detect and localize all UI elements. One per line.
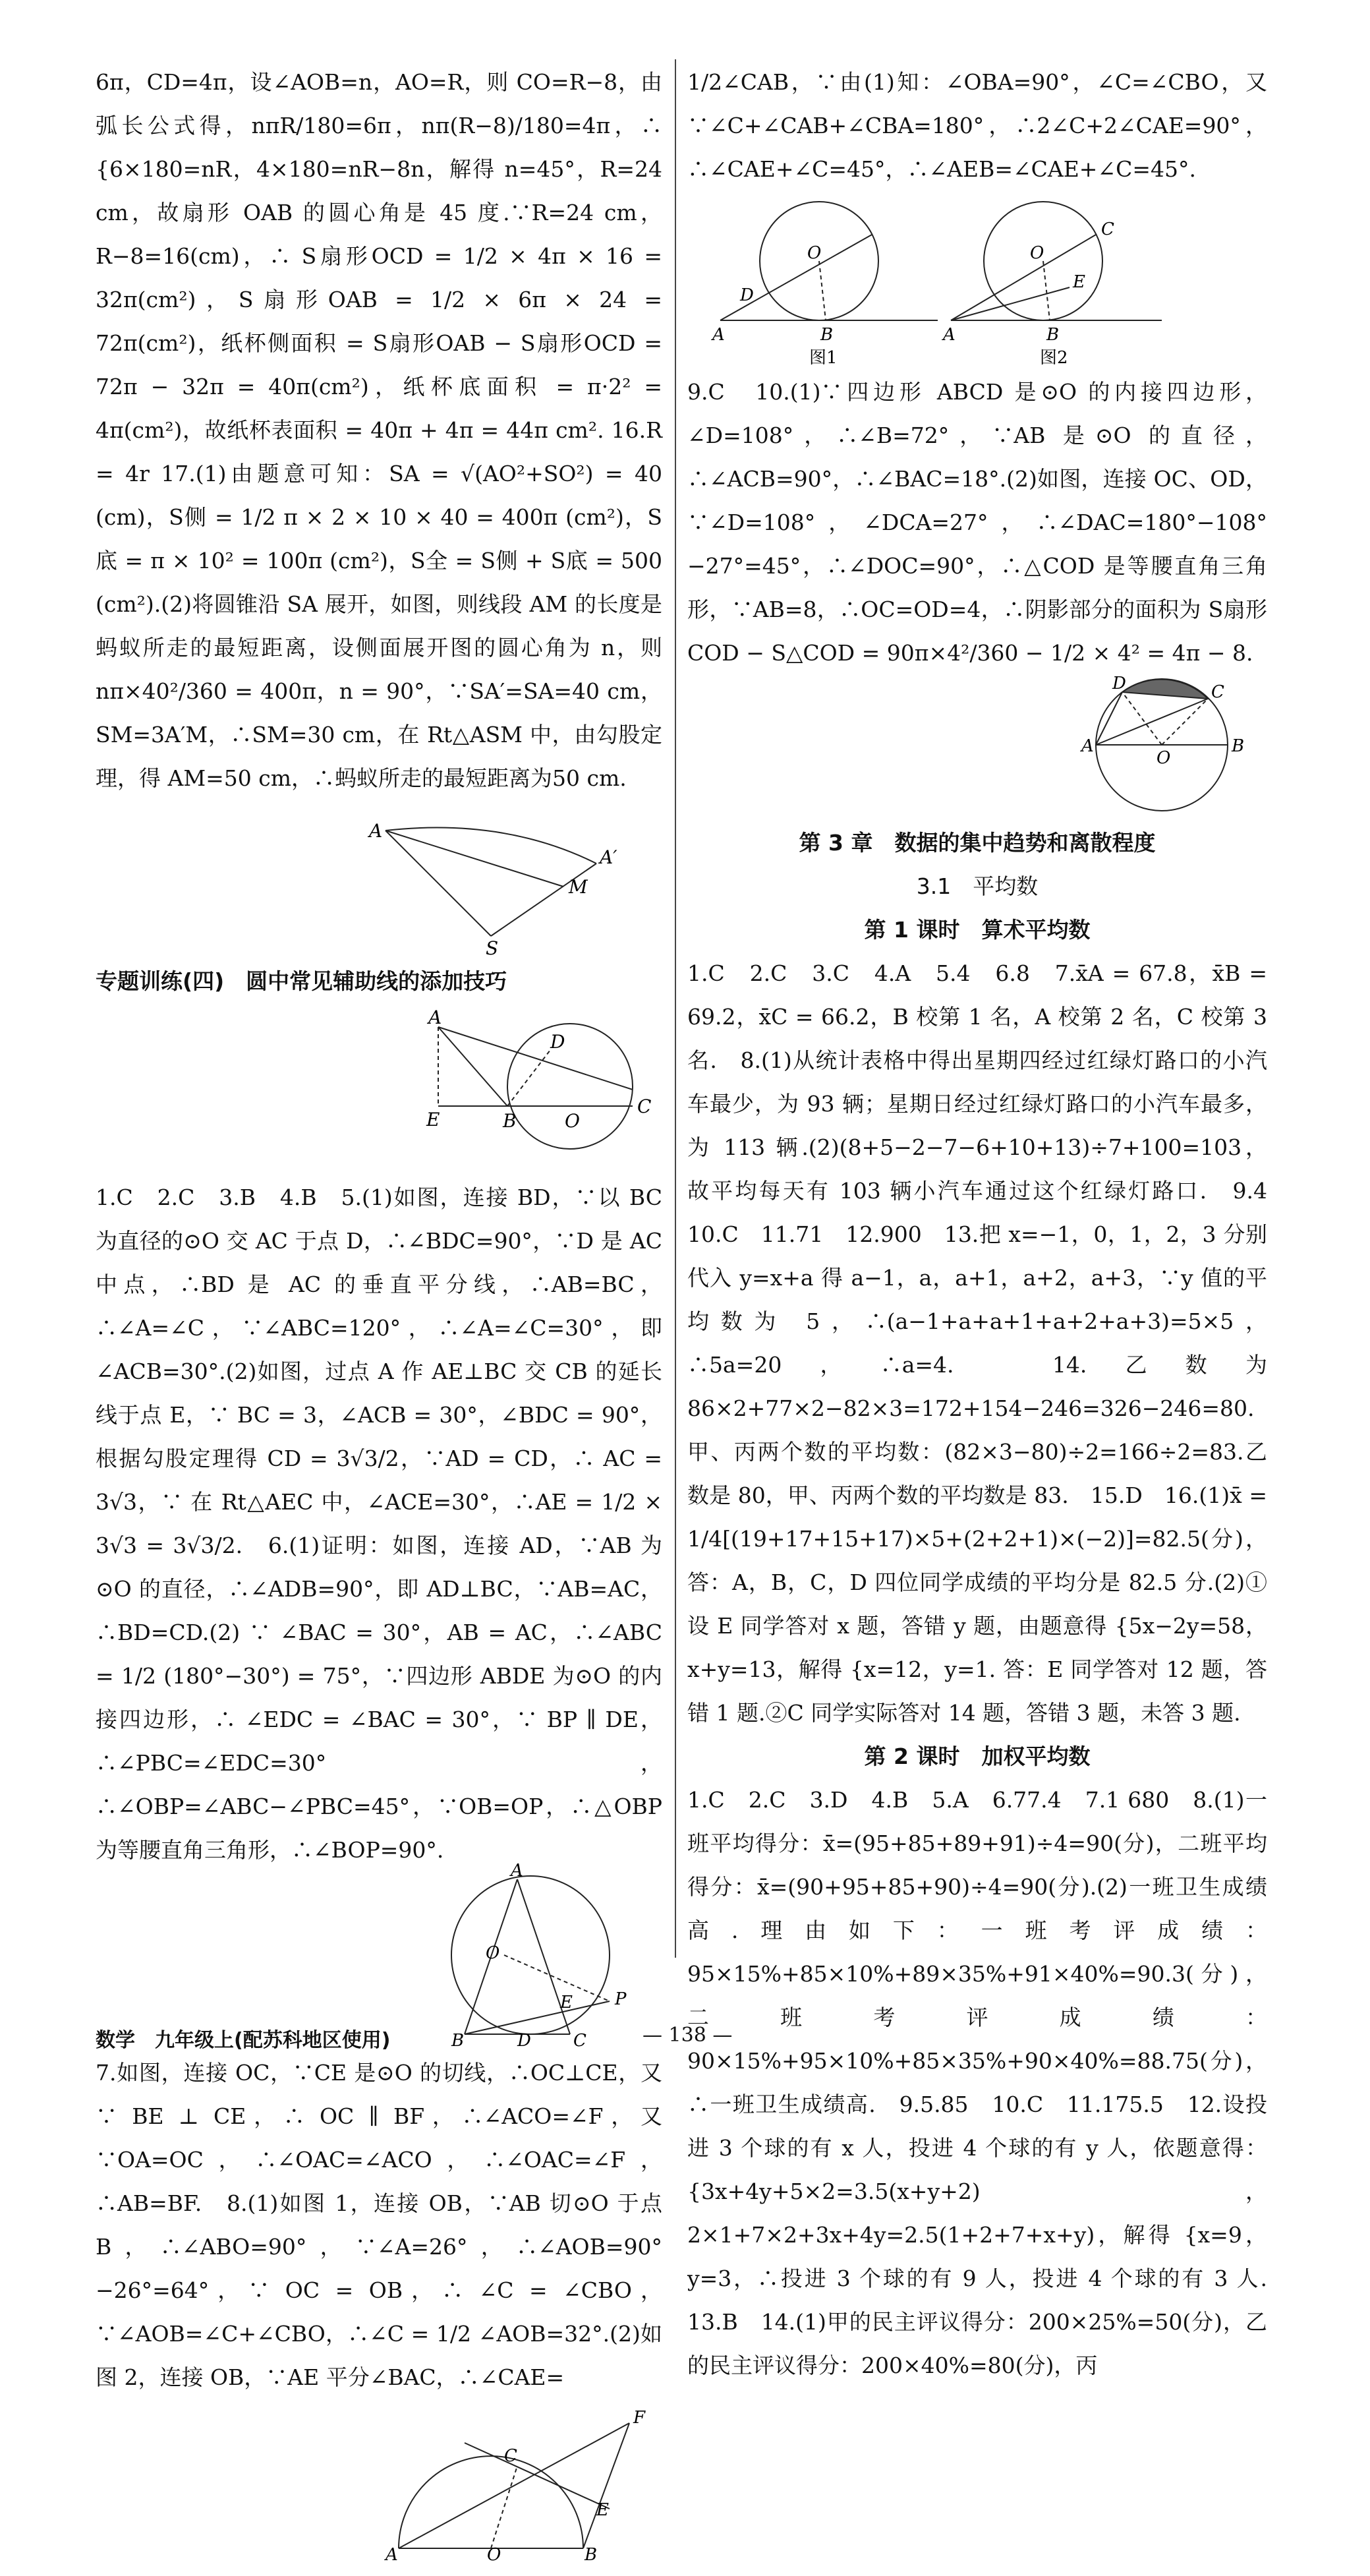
fig10-diagram: [687, 674, 1267, 817]
answer-paragraph: 1.C 2.C 3.B 4.B 5.(1)如图，连接 BD，∵以 BC 为直径的⊙O 交 AC 于点 D，∴∠BDC=90°，∵D 是 AC 中点，∴BD 是 AC 的垂直平分线，∴AB=BC，∴∠A=∠C，∵∠ABC=120°，∴∠A=∠C=30°，即∠ACB=30°.(2)如图，过点 A 作 AE⊥BC 交 CB 的延长线于点 E，∵ BC = 3，∠ACB = 30°，∠BDC = 90°，根据勾股定理得 CD = 3√3/2，∵AD = CD，∴ AC = 3√3，∵ 在 Rt△AEC 中，∠ACE=30°，∴AE = 1/2 × 3√3 = 3√3/2. 6.(1)证明：如图，连接 AD，∵AB 为⊙O 的直径，∴∠ADB=90°，即 AD⊥BC，∵AB=AC，∴BD=CD.(2) ∵ ∠BAC = 30°，AB = AC，∴∠ABC = 1/2 (180°−30°) = 75°，∵四边形 ABDE 为⊙O 的内接四边形，∴ ∠EDC = ∠BAC = 30°，∵ BP ∥ DE，∴∠PBC=∠EDC=30°，∴∠OBP=∠ABC−∠PBC=45°，∵OB=OP，∴△OBP 为等腰直角三角形，∴∠BOP=90°.: [96, 1185, 662, 1863]
lesson2-title: 第 2 课时 加权平均数: [864, 1743, 1091, 1769]
fig-label: C: [1101, 220, 1114, 239]
figure-7: [96, 2403, 662, 2565]
fig-label: O: [807, 243, 822, 263]
fig-label: S: [486, 937, 499, 959]
fig-label: A: [943, 325, 956, 345]
fig-label: A: [385, 2545, 398, 2565]
answer-paragraph: 1.C 2.C 3.C 4.A 5.4 6.8 7.x̄A = 67.8，x̄B = 69.2，x̄C = 66.2，B 校第 1 名，A 校第 2 名，C 校第 3 名. 8.(1)从统计表格中得出星期四经过红绿灯路口的小汽车最少，为 93 辆；星期日经过红绿灯路口的小汽车最多，为 113 辆.(2)(8+5−2−7−6+10+13)÷7+100=103，故平均每天有 103 辆小汽车通过这个红绿灯路口. 9.4 10.C 11.71 12.900 13.把 x=−1，0，1，2，3 分别代入 y=x+a 得 a−1，a，a+1，a+2，a+3，∵y 值的平均数为 5，∴(a−1+a+a+1+a+2+a+3)=5×5，∴5a=20，∴a=4. 14.乙数为 86×2+77×2−82×3=172+154−246=326−246=80.甲、丙两个数的平均数：(82×3−80)÷2=166÷2=83.乙数是 80，甲、丙两个数的平均数是 83. 15.D 16.(1)x̄ = 1/4[(19+17+15+17)×5+(2+2+1)×(−2)]=82.5(分)，答：A，B，C，D 四位同学成绩的平均分是 82.5 分.(2)①设 E 同学答对 x 题，答错 y 题，由题意得 {5x−2y=58，x+y=13，解得 {x=12，y=1. 答：E 同学答对 12 题，答错 1 题.②C 同学实际答对 14 题，答错 3 题，未答 3 题.: [687, 960, 1289, 1726]
fig-label: P: [615, 1989, 627, 2009]
footer-book-title: 数学 九年级上(配苏科地区使用): [96, 2029, 391, 2052]
fig-label: O: [486, 1943, 500, 1963]
fig-label: B: [503, 1110, 517, 1132]
figure-6: [96, 1861, 662, 2051]
fig8-caption-1: 图1: [809, 348, 838, 368]
fig-label: C: [1211, 682, 1224, 702]
fig-label: E: [1073, 272, 1085, 292]
fig-label: E: [426, 1109, 440, 1130]
fig-label: A: [369, 820, 383, 842]
fig-label: M: [569, 876, 588, 898]
fig-label: O: [487, 2545, 501, 2565]
answer-paragraph: 9.C 10.(1)∵四边形 ABCD 是⊙O 的内接四边形，∠D=108°，∴∠B=72°，∵AB 是⊙O 的直径，∴∠ACB=90°，∴∠BAC=18°.(2)如图，连接 OC、OD，∵∠D=108°，∠DCA=27°，∴∠DAC=180°−108°−27°=45°，∴∠DOC=90°，∴△COD 是等腰直角三角形，∵AB=8，∴OC=OD=4，∴阴影部分的面积为 S扇形COD − S△COD = 90π×4²/360 − 1/2 × 4² = 4π − 8.: [687, 379, 1267, 666]
fig8-caption-2: 图2: [1040, 348, 1068, 368]
cone-net-diagram: [96, 804, 662, 959]
left-column: [96, 61, 662, 2565]
right-column: [687, 61, 1289, 2387]
fig7-diagram: [96, 2403, 662, 2565]
fig-label: D: [550, 1031, 565, 1053]
fig-label: E: [560, 1993, 573, 2012]
fig-label: B: [1232, 736, 1245, 756]
section-title: 3.1 平均数: [916, 873, 1039, 899]
fig-label: A: [511, 1861, 523, 1881]
fig8-diagram: [687, 195, 1267, 366]
fig-label: A: [428, 1007, 442, 1028]
fig-label: D: [517, 2031, 531, 2051]
column-divider: [675, 59, 676, 1958]
answer-paragraph: 7.如图，连接 OC，∵CE 是⊙O 的切线，∴OC⊥CE，又∵ BE ⊥ CE，∴ OC ∥ BF，∴∠ACO=∠F，又∵OA=OC，∴∠OAC=∠ACO，∴∠OAC=∠F，∴AB=BF. 8.(1)如图 1，连接 OB，∵AB 切⊙O 于点 B，∴∠ABO=90°，∵∠A=26°，∴∠AOB=90°−26°=64°，∵ OC = OB，∴ ∠C = ∠CBO，∵∠AOB=∠C+∠CBO，∴∠C = 1/2 ∠AOB=32°.(2)如图 2，连接 OB，∵AE 平分∠BAC，∴∠CAE=: [96, 2060, 662, 2390]
chapter-title: 第 3 章 数据的集中趋势和离散程度: [799, 830, 1156, 856]
fig-label: A: [712, 325, 725, 345]
fig-label: O: [1156, 748, 1171, 768]
fig-label: A′: [600, 846, 617, 868]
fig-label: C: [637, 1096, 652, 1117]
fig-label: C: [504, 2446, 517, 2466]
fig-label: D: [740, 285, 754, 305]
answer-paragraph: 1.C 2.C 3.D 4.B 5.A 6.77.4 7.1 680 8.(1)一班平均得分：x̄=(95+85+89+91)÷4=90(分)，二班平均得分：x̄=(90+95+85+90)÷4=90(分).(2)一班卫生成绩高.理由如下：一班考评成绩：95×15%+85×10%+89×35%+91×40%=90.3(分)，二班考评成绩：90×15%+95×10%+85×35%+90×40%=88.75(分)，∴一班卫生成绩高. 9.5.85 10.C 11.175.5 12.设投进 3 个球的有 x 人，投进 4 个球的有 y 人，依题意得：{3x+4y+5×2=3.5(x+y+2)，2×1+7×2+3x+4y=2.5(1+2+7+x+y)，解得 {x=9，y=3，∴投进 3 个球的有 9 人，投进 4 个球的有 3 人. 13.B 14.(1)甲的民主评议得分：200×25%=50(分)，乙的民主评议得分：200×40%=80(分)，丙: [687, 1787, 1289, 2378]
fig-label: B: [820, 325, 834, 345]
fig-label: D: [1112, 674, 1126, 693]
fig5-diagram: [96, 1007, 662, 1172]
fig-label: B: [585, 2545, 598, 2565]
fig-label: E: [596, 2500, 609, 2520]
figure-8: [687, 195, 1267, 366]
fig-label: C: [573, 2031, 586, 2051]
cone-net-figure: [96, 804, 662, 959]
figure-10: [687, 674, 1267, 817]
fig-label: O: [565, 1110, 580, 1132]
lesson1-title: 第 1 课时 算术平均数: [864, 917, 1091, 943]
answer-paragraph: 1/2∠CAB，∵由(1)知：∠OBA=90°，∠C=∠CBO，又∵∠C+∠CAB+∠CBA=180°，∴2∠C+2∠CAE=90°，∴∠CAE+∠C=45°，∴∠AEB=∠CAE+∠C=45°.: [687, 69, 1267, 182]
section-title: 专题训练(四) 圆中常见辅助线的添加技巧: [96, 968, 507, 994]
fig-label: B: [451, 2031, 465, 2051]
fig-label: F: [633, 2408, 646, 2428]
fig6-diagram: [96, 1861, 662, 2051]
fig-label: A: [1081, 736, 1094, 756]
fig-label: B: [1046, 325, 1060, 345]
figure-5: [96, 1007, 662, 1172]
page-number: — 138 —: [642, 2024, 733, 2047]
fig-label: O: [1030, 243, 1044, 263]
answer-paragraph: 6π，CD=4π，设∠AOB=n，AO=R，则 CO=R−8，由弧长公式得，nπR/180=6π，nπ(R−8)/180=4π，∴ {6×180=nR，4×180=nR−8n，解得 n=45°，R=24 cm，故扇形 OAB 的圆心角是 45 度.∵R=24 cm，R−8=16(cm)，∴ S扇形OCD = 1/2 × 4π × 16 = 32π(cm²)，S扇形OAB = 1/2 × 6π × 24 = 72π(cm²)，纸杯侧面积 = S扇形OAB − S扇形OCD = 72π − 32π = 40π(cm²)，纸杯底面积 = π·2² = 4π(cm²)，故纸杯表面积 = 40π + 4π = 44π cm². 16.R = 4r 17.(1)由题意可知：SA = √(AO²+SO²) = 40 (cm)，S侧 = 1/2 π × 2 × 10 × 40 = 400π (cm²)，S底 = π × 10² = 100π (cm²)，S全 = S侧 + S底 = 500 (cm²).(2)将圆锥沿 SA 展开，如图，则线段 AM 的长度是蚂蚁所走的最短距离，设侧面展开图的圆心角为 n，则 nπ×40²/360 = 400π，n = 90°，∵SA′=SA=40 cm，SM=3A′M，∴SM=30 cm，在 Rt△ASM 中，由勾股定理，得 AM=50 cm，∴蚂蚁所走的最短距离为50 cm.: [96, 69, 662, 791]
